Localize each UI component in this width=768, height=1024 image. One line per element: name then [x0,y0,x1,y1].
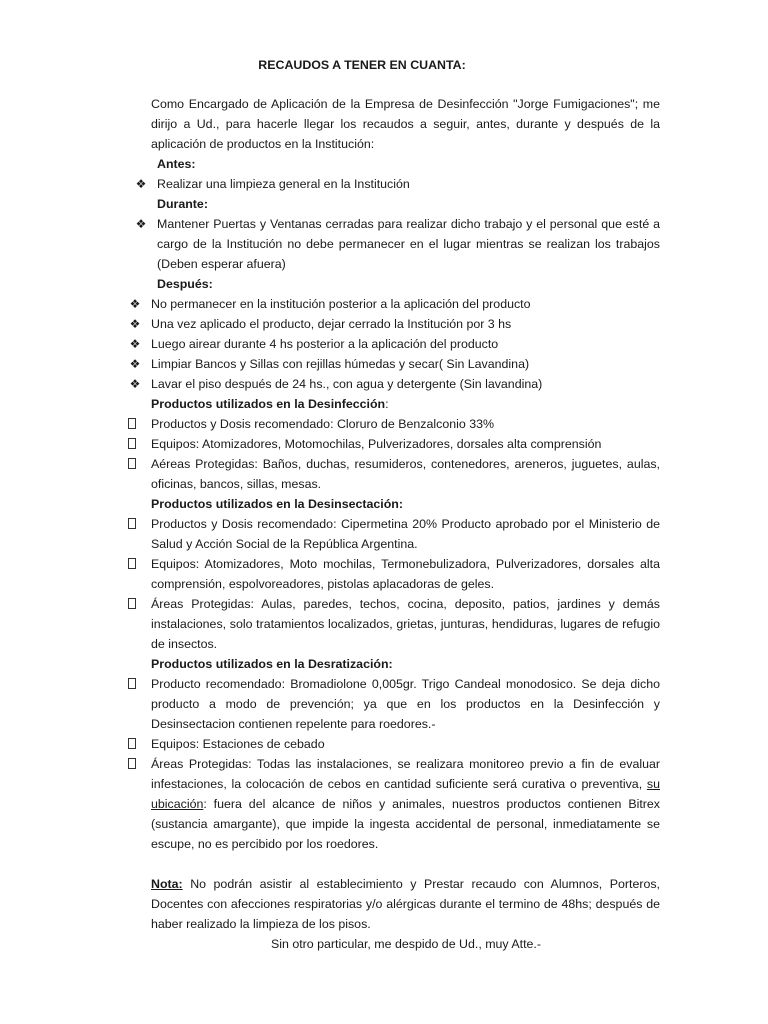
section-antes [0,154,768,294]
underlined-text: su ubicación [151,777,660,811]
section-despues-list [0,294,768,854]
heading-despues: Después: [157,277,213,291]
list-item: ❖ Realizar una limpieza general en la Institución [0,174,660,194]
list-item: Productos y Dosis recomendado: Cloruro de Benzalconio 33% [0,414,660,434]
heading-desinfeccion: Productos utilizados en la Desinfección: [151,397,389,411]
diamond-bullet-icon: ❖ [129,377,141,391]
diamond-bullet-icon: ❖ [135,217,147,231]
box-bullet-icon [128,438,136,449]
box-bullet-icon [128,458,136,469]
heading-durante: Durante: [157,197,208,211]
nota-label: Nota: [151,877,183,891]
list-item: ❖ Limpiar Bancos y Sillas con rejillas húmedas y secar( Sin Lavandina) [0,354,768,374]
list-item: Equipos: Atomizadores, Motomochilas, Pulverizadores, dorsales alta comprensión [0,434,660,454]
list-item: ❖ Una vez aplicado el producto, dejar cerrado la Institución por 3 hs [0,314,768,334]
heading-antes: Antes: [157,157,196,171]
closing-line: Sin otro particular, me despido de Ud., muy Atte.- [271,937,541,951]
list-item: Áreas Protegidas: Todas las instalaciones, se realizara monitoreo previo a fin de evaluar infestaciones, la colocación de cebos en cantidad suficiente será curativa o preventiva, su ubicación: fuera del alcance de niños y animales, nuestros productos contienen Bitrex (sustancia amargante), que impide la ingesta accidental de personal, inmediatamente se escupe, no es percibido por los roedores. [0,754,660,854]
box-bullet-icon [128,678,136,689]
list-item: Aéreas Protegidas: Baños, duchas, resumideros, contenedores, areneros, juguetes, aulas, oficinas, bancos, sillas, mesas. [0,454,660,494]
intro-paragraph: Como Encargado de Aplicación de la Empresa de Desinfección "Jorge Fumigaciones"; me dirijo a Ud., para hacerle llegar los recaudos a seguir, antes, durante y después de la aplicación de productos en la Institución: [151,97,660,151]
list-item: ❖ Lavar el piso después de 24 hs., con agua y detergente (Sin lavandina) [0,374,768,394]
list-item: Áreas Protegidas: Aulas, paredes, techos, cocina, deposito, patios, jardines y demás instalaciones, solo tratamientos localizados, grietas, junturas, hendiduras, lugares de refugio de insectos. [0,594,660,654]
document-title: RECAUDOS A TENER EN CUANTA: [258,58,466,72]
box-bullet-icon [128,758,136,769]
box-bullet-icon [128,558,136,569]
diamond-bullet-icon: ❖ [129,357,141,371]
diamond-bullet-icon: ❖ [129,297,141,311]
list-item: Productos y Dosis recomendado: Cipermetina 20% Producto aprobado por el Ministerio de Salud y Acción Social de la República Argentina. [0,514,660,554]
nota-paragraph: Nota: No podrán asistir al establecimiento y Prestar recaudo con Alumnos, Porteros, Docentes con afecciones respiratorias y/o alérgicas durante el termino de 48hs; después de haber realizado la limpieza de los pisos. [151,877,660,931]
list-item: ❖ No permanecer en la institución posterior a la aplicación del producto [0,294,768,314]
list-item: ❖ Luego airear durante 4 hs posterior a la aplicación del producto [0,334,768,354]
list-item: Equipos: Estaciones de cebado [0,734,660,754]
heading-desratizacion: Productos utilizados en la Desratización: [151,657,393,671]
box-bullet-icon [128,418,136,429]
box-bullet-icon [128,518,136,529]
diamond-bullet-icon: ❖ [129,317,141,331]
list-item: Producto recomendado: Bromadiolone 0,005gr. Trigo Candeal monodosico. Se deja dicho producto a modo de prevención; ya que en los productos en la Desinfección y Desinsectacion contienen repelente para roedores.- [0,674,660,734]
heading-desinsectacion: Productos utilizados en la Desinsectación: [151,497,403,511]
box-bullet-icon [128,738,136,749]
diamond-bullet-icon: ❖ [135,177,147,191]
list-item: ❖ Mantener Puertas y Ventanas cerradas para realizar dicho trabajo y el personal que esté a cargo de la Institución no debe permanecer en el lugar mientras se realizan los trabajos (Deben esperar afuera) [0,214,660,274]
box-bullet-icon [128,598,136,609]
list-item: Equipos: Atomizadores, Moto mochilas, Termonebulizadora, Pulverizadores, dorsales alta comprensión, espolvoreadores, pistolas aplacadoras de geles. [0,554,660,594]
diamond-bullet-icon: ❖ [129,337,141,351]
